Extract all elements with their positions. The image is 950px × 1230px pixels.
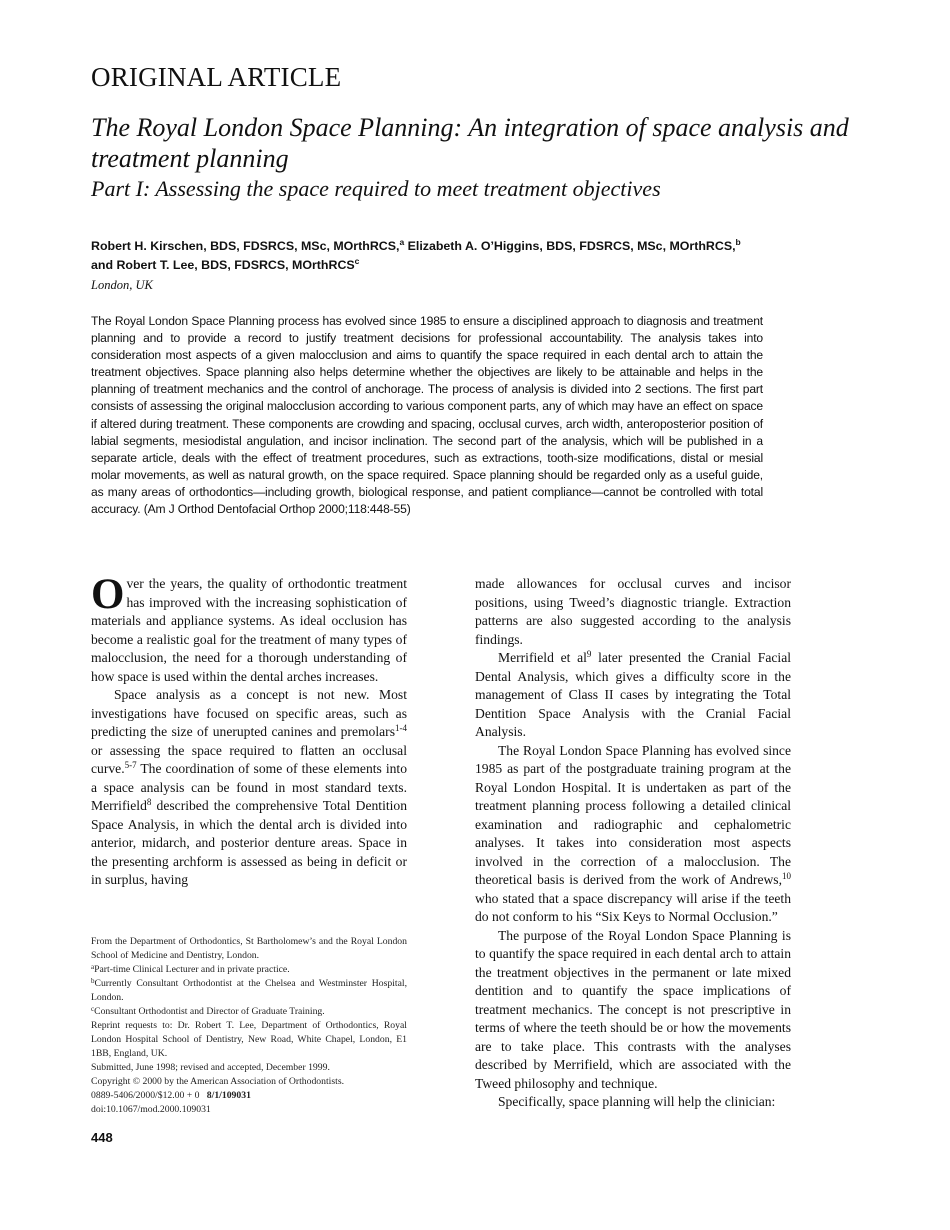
author-location: London, UK (91, 278, 153, 292)
affiliation-mark: b (735, 237, 741, 247)
footnote-b: $^b$Currently Consultant Orthodontist at the Chelsea and Westminster Hospital, London. (91, 977, 407, 1003)
page-number: 448 (91, 1130, 113, 1145)
reference-citation[interactable]: 1-4 (395, 723, 407, 733)
drop-cap: O (91, 571, 125, 618)
footnotes (91, 935, 407, 1117)
body-paragraph: The purpose of the Royal London Space Planning is to quantify the space required in each dental arch to attain the treatment objectives in the permanent or late mixed dentition and to quantify the space implications of treatment mechanics. The concept is not prescriptive in terms of where the teeth should be or how the movements are to take place. This contrasts with the analyses described by Merrifield, which are associated with the Tweed philosophy and technique. (475, 927, 791, 1091)
article-title: The Royal London Space Planning: An integration of space analysis and treatment planning (91, 113, 849, 173)
body-column-right (475, 575, 791, 1112)
body-paragraph: Merrifield et $al^9$ later presented the Cranial Facial Dental Analysis, which gives a difficulty score in the management of Class II cases by integrating the Total Dentition Space Analysis with the Cranial Facial Analysis. (475, 649, 792, 739)
body-paragraph: Specifically, space planning will help the clinician: (498, 1094, 776, 1109)
body-paragraph: The Royal London Space Planning has evolved since 1985 as part of the postgraduate training program at the Royal London Hospital. It is undertaken as part of the treatment planning process following a detailed clinical examination and radiographic and cephalometric analyses. It takes into consideration most aspects involved in the correction of a malocclusion. The theoretical basis is derived from the work of Andrews,$^{10}$ who stated that a space discrepancy will arise if the teeth do not conform to his “Six Keys to Normal Occlusion.” (475, 742, 791, 924)
reference-citation[interactable]: 8 (146, 797, 152, 807)
footnote-doi[interactable]: doi:10.1067/mod.2000.109031 (91, 1104, 211, 1115)
section-label: ORIGINAL ARTICLE (91, 62, 342, 92)
body-paragraph: Over the years, the quality of orthodontic treatment has improved with the increasing sophistication of materials and appliance systems. As ideal occlusion has become a realistic goal for the treatment of many types of malocclusion, the need for a thorough understanding of how space is used within the dental arches increases. (91, 571, 407, 684)
footnote-c: $^c$Consultant Orthodontist and Director of Graduate Training. (91, 1005, 325, 1017)
abstract: The Royal London Space Planning process has evolved since 1985 to ensure a disciplined approach to diagnosis and treatment planning and to provide a record to justify treatment decisions for professional accountability. The analysis takes into consideration most aspects of a given malocclusion and aims to quantify the space required in each dental arch to attain the treatment objectives. Space planning also helps determine whether the objectives are likely to be attainable and helps in the planning of treatment mechanics and the control of anchorage. The process of analysis is divided into 2 sections. The first part consists of assessing the original malocclusion according to various component parts, any of which may have an effect on space if altered during treatment. These components are crowding and spacing, occlusal curves, arch width, anteroposterior position of labial segments, mesiodistal angulation, and incisor inclination. The second part of the analysis, which will be published in a separate article, deals with the effect of treatment procedures, such as extractions, tooth-size modifications, distal or mesial molar movements, as well as natural growth, on the space required. Space planning should be regarded only as a useful guide, as many areas of orthodontics—including growth, biological response, and patient compliance—cannot be controlled with total accuracy. (Am J Orthod Dentofacial Orthop 2000;118:448-55) (91, 314, 763, 517)
reference-citation[interactable]: 10 (782, 871, 791, 881)
footnote-affiliation: From the Department of Orthodontics, St Bartholomew’s and the Royal London School of Medicine and Dentistry, London. (91, 936, 407, 961)
author-name: Elizabeth A. O’Higgins, BDS, FDSRCS, MSc, MOrthRCS, (404, 239, 736, 253)
affiliation-mark: a (399, 237, 405, 247)
body-column-left (91, 571, 407, 890)
body-paragraph: made allowances for occlusal curves and incisor positions, using Tweed’s diagnostic triangle. Extraction patterns are also suggested according to the analysis findings. (475, 576, 791, 647)
reference-citation[interactable]: 9 (586, 649, 592, 659)
article-subtitle: Part I: Assessing the space required to meet treatment objectives (91, 176, 661, 201)
footnote-issn: 0889-5406/2000/$12.00 + 0 8/1/109031 (91, 1090, 251, 1101)
footnote-copyright: Copyright © 2000 by the American Association of Orthodontists. (91, 1076, 345, 1087)
footnote-reprint: Reprint requests to: Dr. Robert T. Lee, Department of Orthodontics, Royal London Hospital School of Dentistry, New Road, White Chapel, London, E1 1BB, England, UK. (91, 1020, 407, 1059)
affiliation-mark: c (354, 256, 360, 266)
footnote-submitted: Submitted, June 1998; revised and accepted, December 1999. (91, 1062, 330, 1073)
issn-code: 8/1/109031 (206, 1090, 251, 1101)
author-name: Robert H. Kirschen, BDS, FDSRCS, MSc, MOrthRCS, (91, 239, 400, 253)
reference-citation[interactable]: 5-7 (124, 760, 137, 770)
author-list (91, 237, 831, 275)
footnote-a: $^a$Part-time Clinical Lecturer and in private practice. (91, 963, 290, 975)
author-name: and Robert T. Lee, BDS, FDSRCS, MOrthRCS (91, 258, 355, 272)
body-paragraph: Space analysis as a concept is not new. Most investigations have focused on specific areas, such as predicting the size of unerupted canines and premolars$^{1-4}$ or assessing the space required to flatten an occlusal curve.$^{5-7}$ The coordination of some of these elements into a space analysis can be found in most standard texts. Merrifield$^8$ described the comprehensive Total Dentition Space Analysis, in which the dental arch is divided into anterior, midarch, and posterior denture areas. Space in the presenting archform is assessed as being in deficit or in surplus, having (91, 687, 407, 887)
